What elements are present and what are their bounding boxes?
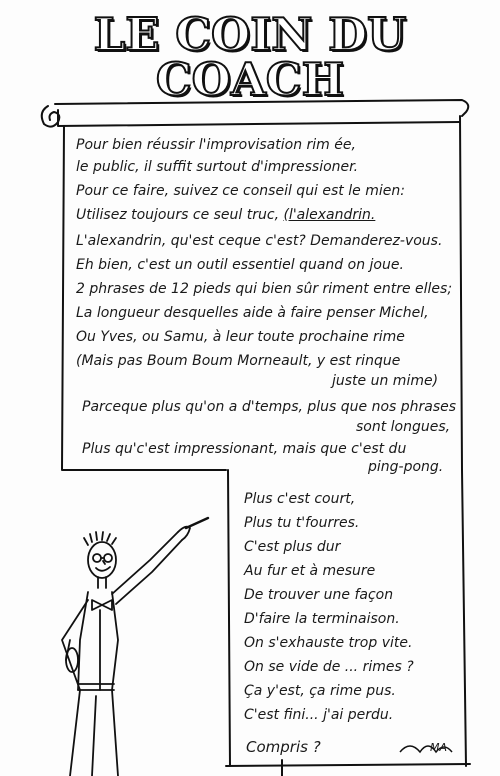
line-4 <box>76 208 375 222</box>
lower-line-10: C'est fini... j'ai perdu. <box>244 707 394 723</box>
line-6: Eh bien, c'est un outil essentiel quand on joue. <box>76 257 404 273</box>
lower-line-1: Plus c'est court, <box>244 491 356 507</box>
closing-question: Compris ? <box>246 738 321 756</box>
line-7: 2 phrases de 12 pieds qui bien sûr riment entre elles; <box>76 281 453 297</box>
lower-line-5: De trouver une façon <box>244 587 394 603</box>
line-15: ping-pong. <box>368 459 444 475</box>
line-3: Pour ce faire, suivez ce conseil qui est le mien: <box>76 183 405 199</box>
line-8: La longueur desquelles aide à faire penser Michel, <box>76 305 429 321</box>
coach-figure <box>62 518 208 776</box>
lower-line-8: On se vide de ... rimes ? <box>244 659 414 675</box>
lower-line-7: On s'exhauste trop vite. <box>244 635 413 651</box>
page-title: LE COIN DU COACH <box>93 8 407 106</box>
lower-line-3: C'est plus dur <box>244 539 341 555</box>
lower-line-9: Ça y'est, ça rime pus. <box>244 683 396 699</box>
line-5: L'alexandrin, qu'est ceque c'est? Demanderez-vous. <box>76 233 443 249</box>
line-13: sont longues, <box>356 419 451 435</box>
line-2: le public, il suffit surtout d'impressioner. <box>76 159 359 175</box>
line-10: (Mais pas Boum Boum Morneault, y est rinque <box>76 353 401 369</box>
line-11: juste un mime) <box>332 373 439 389</box>
line-12: Parceque plus qu'on a d'temps, plus que nos phrases <box>82 399 457 415</box>
line-4-text: Utilisez toujours ce seul truc, <box>76 207 284 223</box>
line-1: Pour bien réussir l'improvisation rim ée, <box>76 137 356 153</box>
lower-line-2: Plus tu t'fourres. <box>244 515 360 531</box>
line-9: Ou Yves, ou Samu, à leur toute prochaine rime <box>76 329 405 345</box>
alexandrin-word: (l'alexandrin. <box>283 207 376 223</box>
lower-line-4: Au fur et à mesure <box>244 563 376 579</box>
lower-line-6: D'faire la terminaison. <box>244 611 400 627</box>
signature: MA <box>430 741 448 754</box>
line-14: Plus qu'c'est impressionant, mais que c'est du <box>82 441 407 457</box>
